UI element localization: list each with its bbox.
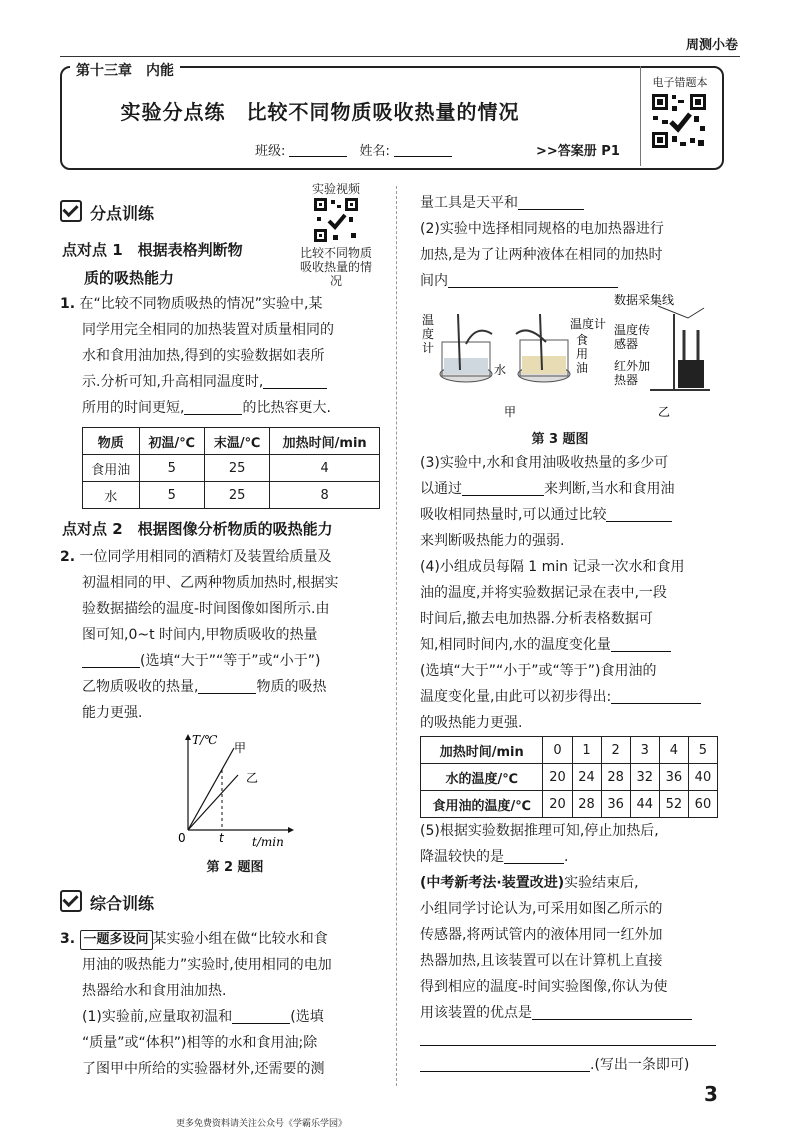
water-fill [444, 358, 488, 374]
column-divider [396, 186, 397, 1086]
y-axis-arrow [185, 734, 191, 740]
label-sensor: 温度传感器 [614, 323, 651, 351]
name-label: 姓名: [359, 144, 390, 159]
line-jia-label: 甲 [234, 741, 247, 755]
table-row: 水 5 25 8 [83, 482, 380, 509]
q3-data-table [420, 736, 718, 818]
name-blank[interactable] [394, 144, 452, 157]
question-3-part-left: 3. 一题多设问 某实验小组在做“比较水和食 用油的吸热能力”实验时,使用相同的电加 热器给水和食用油加热. (1)实验前,应量取初温和 (选填 “质量”或“体积”)相等的水和食用油;除 了图甲中所给的实验器材外,还需要的测 [60, 931, 332, 1077]
check-icon [60, 200, 82, 222]
label-oil: 食用油 [576, 333, 589, 375]
q3-4-blank-1[interactable] [611, 637, 671, 652]
q1-blank-2[interactable] [184, 400, 242, 415]
q3-6-blank-2[interactable] [420, 1031, 716, 1046]
video-caption-1: 比较不同物质 [299, 246, 372, 260]
header-rule [60, 56, 740, 57]
q1-blank-1[interactable] [263, 374, 327, 389]
multi-question-tag: 一题多设问 [80, 930, 153, 950]
q2-figure-caption: 第 2 题图 [206, 860, 264, 875]
q3-2-blank[interactable] [448, 273, 618, 288]
label-thermometer-2: 温度计 [570, 317, 607, 331]
q3-3-blank-2[interactable] [606, 507, 672, 522]
point-heading-2: 点对点 2 根据图像分析物质的吸热能力 [62, 520, 333, 538]
question-1: 1. 在“比较不同物质吸热的情况”实验中,某 同学用完全相同的加热装置对质量相同的 水和食用油加热,得到的实验数据如表所 示.分析可知,升高相同温度时, 所用的时间更短, 的比热容更大. [60, 296, 334, 416]
label-jia: 甲 [504, 405, 517, 419]
ir-heater-icon [678, 360, 704, 388]
q3-5-blank[interactable] [504, 849, 564, 864]
section-heading-practice: 分点训练 [60, 200, 154, 224]
check-icon [60, 890, 82, 912]
question-2: 2. 一位同学用相同的酒精灯及装置给质量及 初温相同的甲、乙两种物质加热时,根据实 验数据描绘的温度-时间图像如图所示.由 图可知,0~t 时间内,甲物质吸收的热量 (选填“大于”“等于”或“小于”) 乙物质吸收的热量, 物质的吸热 能力更强. [60, 549, 339, 721]
x-axis-arrow [288, 827, 294, 833]
label-water: 水 [494, 363, 507, 377]
chapter-label: 第十三章 内能 [70, 60, 180, 80]
t-tick-label: t [219, 831, 224, 845]
q1-data-table [82, 427, 380, 509]
q2-blank-1[interactable] [82, 653, 140, 668]
q3-4-blank-2[interactable] [611, 689, 701, 704]
qr-code-icon[interactable] [650, 92, 708, 150]
question-3-part-right-2: (3)实验中,水和食用油吸收热量的多少可 以通过 来判断,当水和食用油 吸收相同热量时,可以通过比较 来判断吸热能力的强弱. (4)小组成员每隔 1 min 记录一次水和食用 油的温度,并将实验数据记录在表中,一段 时间后,撤去电加热器.分析表格数据可 知,相同时间内,水的温度变化量 (选填“大于”“小于”或“等于”)食用油的 温度变化量,由此可以初步得出: 的吸热能力更强. [420, 450, 720, 736]
label-thermometer: 温度计 [422, 313, 435, 355]
q3-6-tag: (中考新考法·装置改进) [420, 875, 565, 891]
student-info [255, 140, 460, 159]
footer-note: 更多免费资料请关注公众号《学霸乐学园》 [176, 1119, 348, 1129]
y-axis-label: T/℃ [192, 733, 218, 747]
q3-apparatus-figure [418, 294, 718, 424]
q3-figure-caption: 第 3 题图 [531, 432, 589, 447]
question-3-part-right-3: (5)根据实验数据推理可知,停止加热后, 降温较快的是 . (中考新考法·装置改进)实验结束后, 小组同学讨论认为,可采用如图乙所示的 传感器,将两试管内的液体用同一红外加 热器加热,且该装置可以在计算机上直接 得到相应的温度-时间实验图像,你认为使 用该装置的优点是 .(写出一条即可) [420, 818, 720, 1078]
class-label: 班级: [255, 144, 286, 159]
label-data-line: 数据采集线 [614, 294, 675, 307]
series-label: 周测小卷 [685, 38, 738, 53]
video-label: 实验视频 [311, 182, 360, 196]
line-yi [188, 775, 238, 830]
page-number: 3 [704, 1082, 718, 1106]
video-caption-2: 吸收热量的情况 [299, 260, 372, 288]
table-header-row: 物质 初温/℃ 末温/℃ 加热时间/min [83, 428, 380, 455]
label-ir-heater: 红外加热器 [614, 359, 651, 387]
q3-6-blank-1[interactable] [532, 1005, 692, 1020]
question-3-part-right-1: 量工具是天平和 (2)实验中选择相同规格的电加热器进行 加热,是为了让两种液体在相同的加热时 间内 [420, 195, 664, 289]
q2-blank-2[interactable] [198, 679, 256, 694]
video-qr-code-icon[interactable] [313, 197, 359, 243]
x-axis-label: t/min [252, 835, 284, 849]
origin-label: 0 [178, 831, 186, 845]
video-block [296, 180, 376, 288]
section-heading-comprehensive: 综合训练 [60, 890, 154, 914]
table-row: 食用油的温度/℃ 20 28 36 44 52 60 [421, 791, 718, 818]
qr-label: 电子错题本 [652, 76, 708, 89]
q3-6-blank-3[interactable] [420, 1057, 590, 1072]
class-blank[interactable] [289, 144, 347, 157]
q3-3-blank-1[interactable] [462, 481, 544, 496]
oil-fill [522, 356, 566, 374]
data-cable [658, 306, 704, 318]
q3-1-blank-1[interactable] [232, 1009, 290, 1024]
point-heading-1: 点对点 1 根据表格判断物 质的吸热能力 [62, 241, 243, 287]
line-yi-label: 乙 [246, 771, 259, 785]
table-row: 食用油 5 25 4 [83, 455, 380, 482]
q3-1-blank-2[interactable] [518, 195, 584, 210]
answer-reference: >>答案册 P1 [536, 144, 620, 159]
table-header-row: 加热时间/min 0 1 2 3 4 5 [421, 737, 718, 764]
line-jia [188, 748, 234, 830]
q2-temperature-graph [168, 730, 298, 855]
table-row: 水的温度/℃ 20 24 28 32 36 40 [421, 764, 718, 791]
page-title: 实验分点练 比较不同物质吸收热量的情况 [120, 100, 520, 124]
label-yi: 乙 [658, 405, 671, 419]
